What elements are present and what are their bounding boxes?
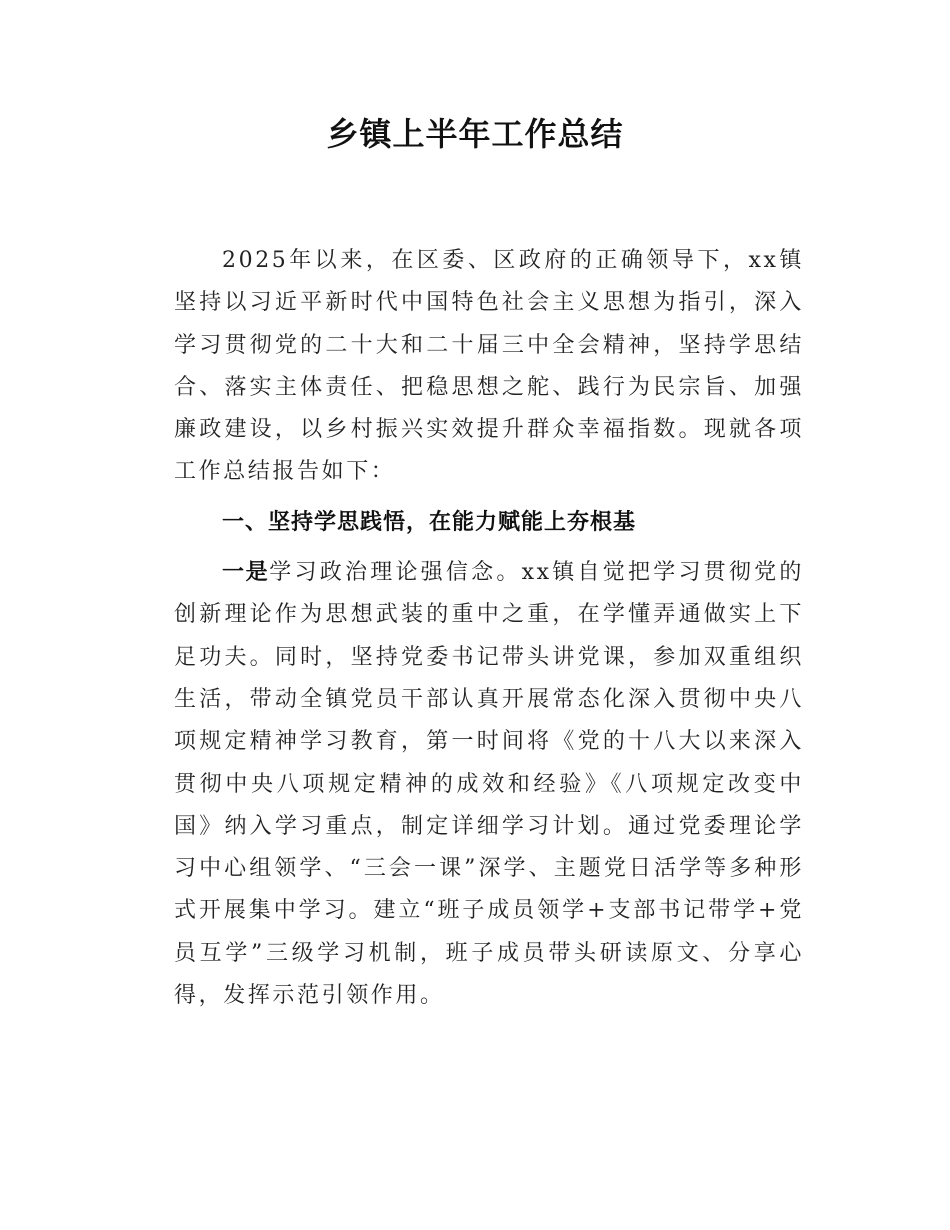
item-paragraph-text: 学习政治理论强信念。xx镇自觉把学习贯彻党的创新理论作为思想武装的重中之重，在学懂弄通做实上下足功夫。同时，坚持党委书记带头讲党课，参加双重组织生活，带动全镇党员干部认真开展常态化深入贯彻中央八项规定精神学习教育，第一时间将《党的十八大以来深入贯彻中央八项规定精神的成效和经验》《八项规定改变中国》纳入学习重点，制定详细学习计划。通过党委理论学习中心组领学、“三会一课”深学、主题党日活学等多种形式开展集中学习。建立“班子成员领学+支部书记带学+党员互学”三级学习机制，班子成员带头研读原文、分享心得，发挥示范引领作用。	[174, 560, 804, 1009]
section-heading: 一、坚持学思践悟，在能力赋能上夯根基	[222, 509, 637, 535]
intro-paragraph: 2025年以来，在区委、区政府的正确领导下，xx镇坚持以习近平新时代中国特色社会主义思想为指引，深入学习贯彻党的二十大和二十届三中全会精神，坚持学思结合、落实主体责任、把稳思想之舵、践行为民宗旨、加强廉政建设，以乡村振兴实效提升群众幸福指数。现就各项工作总结报告如下：	[174, 248, 804, 485]
document-title: 乡镇上半年工作总结	[326, 115, 624, 153]
item-lead: 一是	[222, 560, 270, 586]
document-body	[174, 240, 804, 1017]
item-paragraph	[174, 552, 804, 1017]
